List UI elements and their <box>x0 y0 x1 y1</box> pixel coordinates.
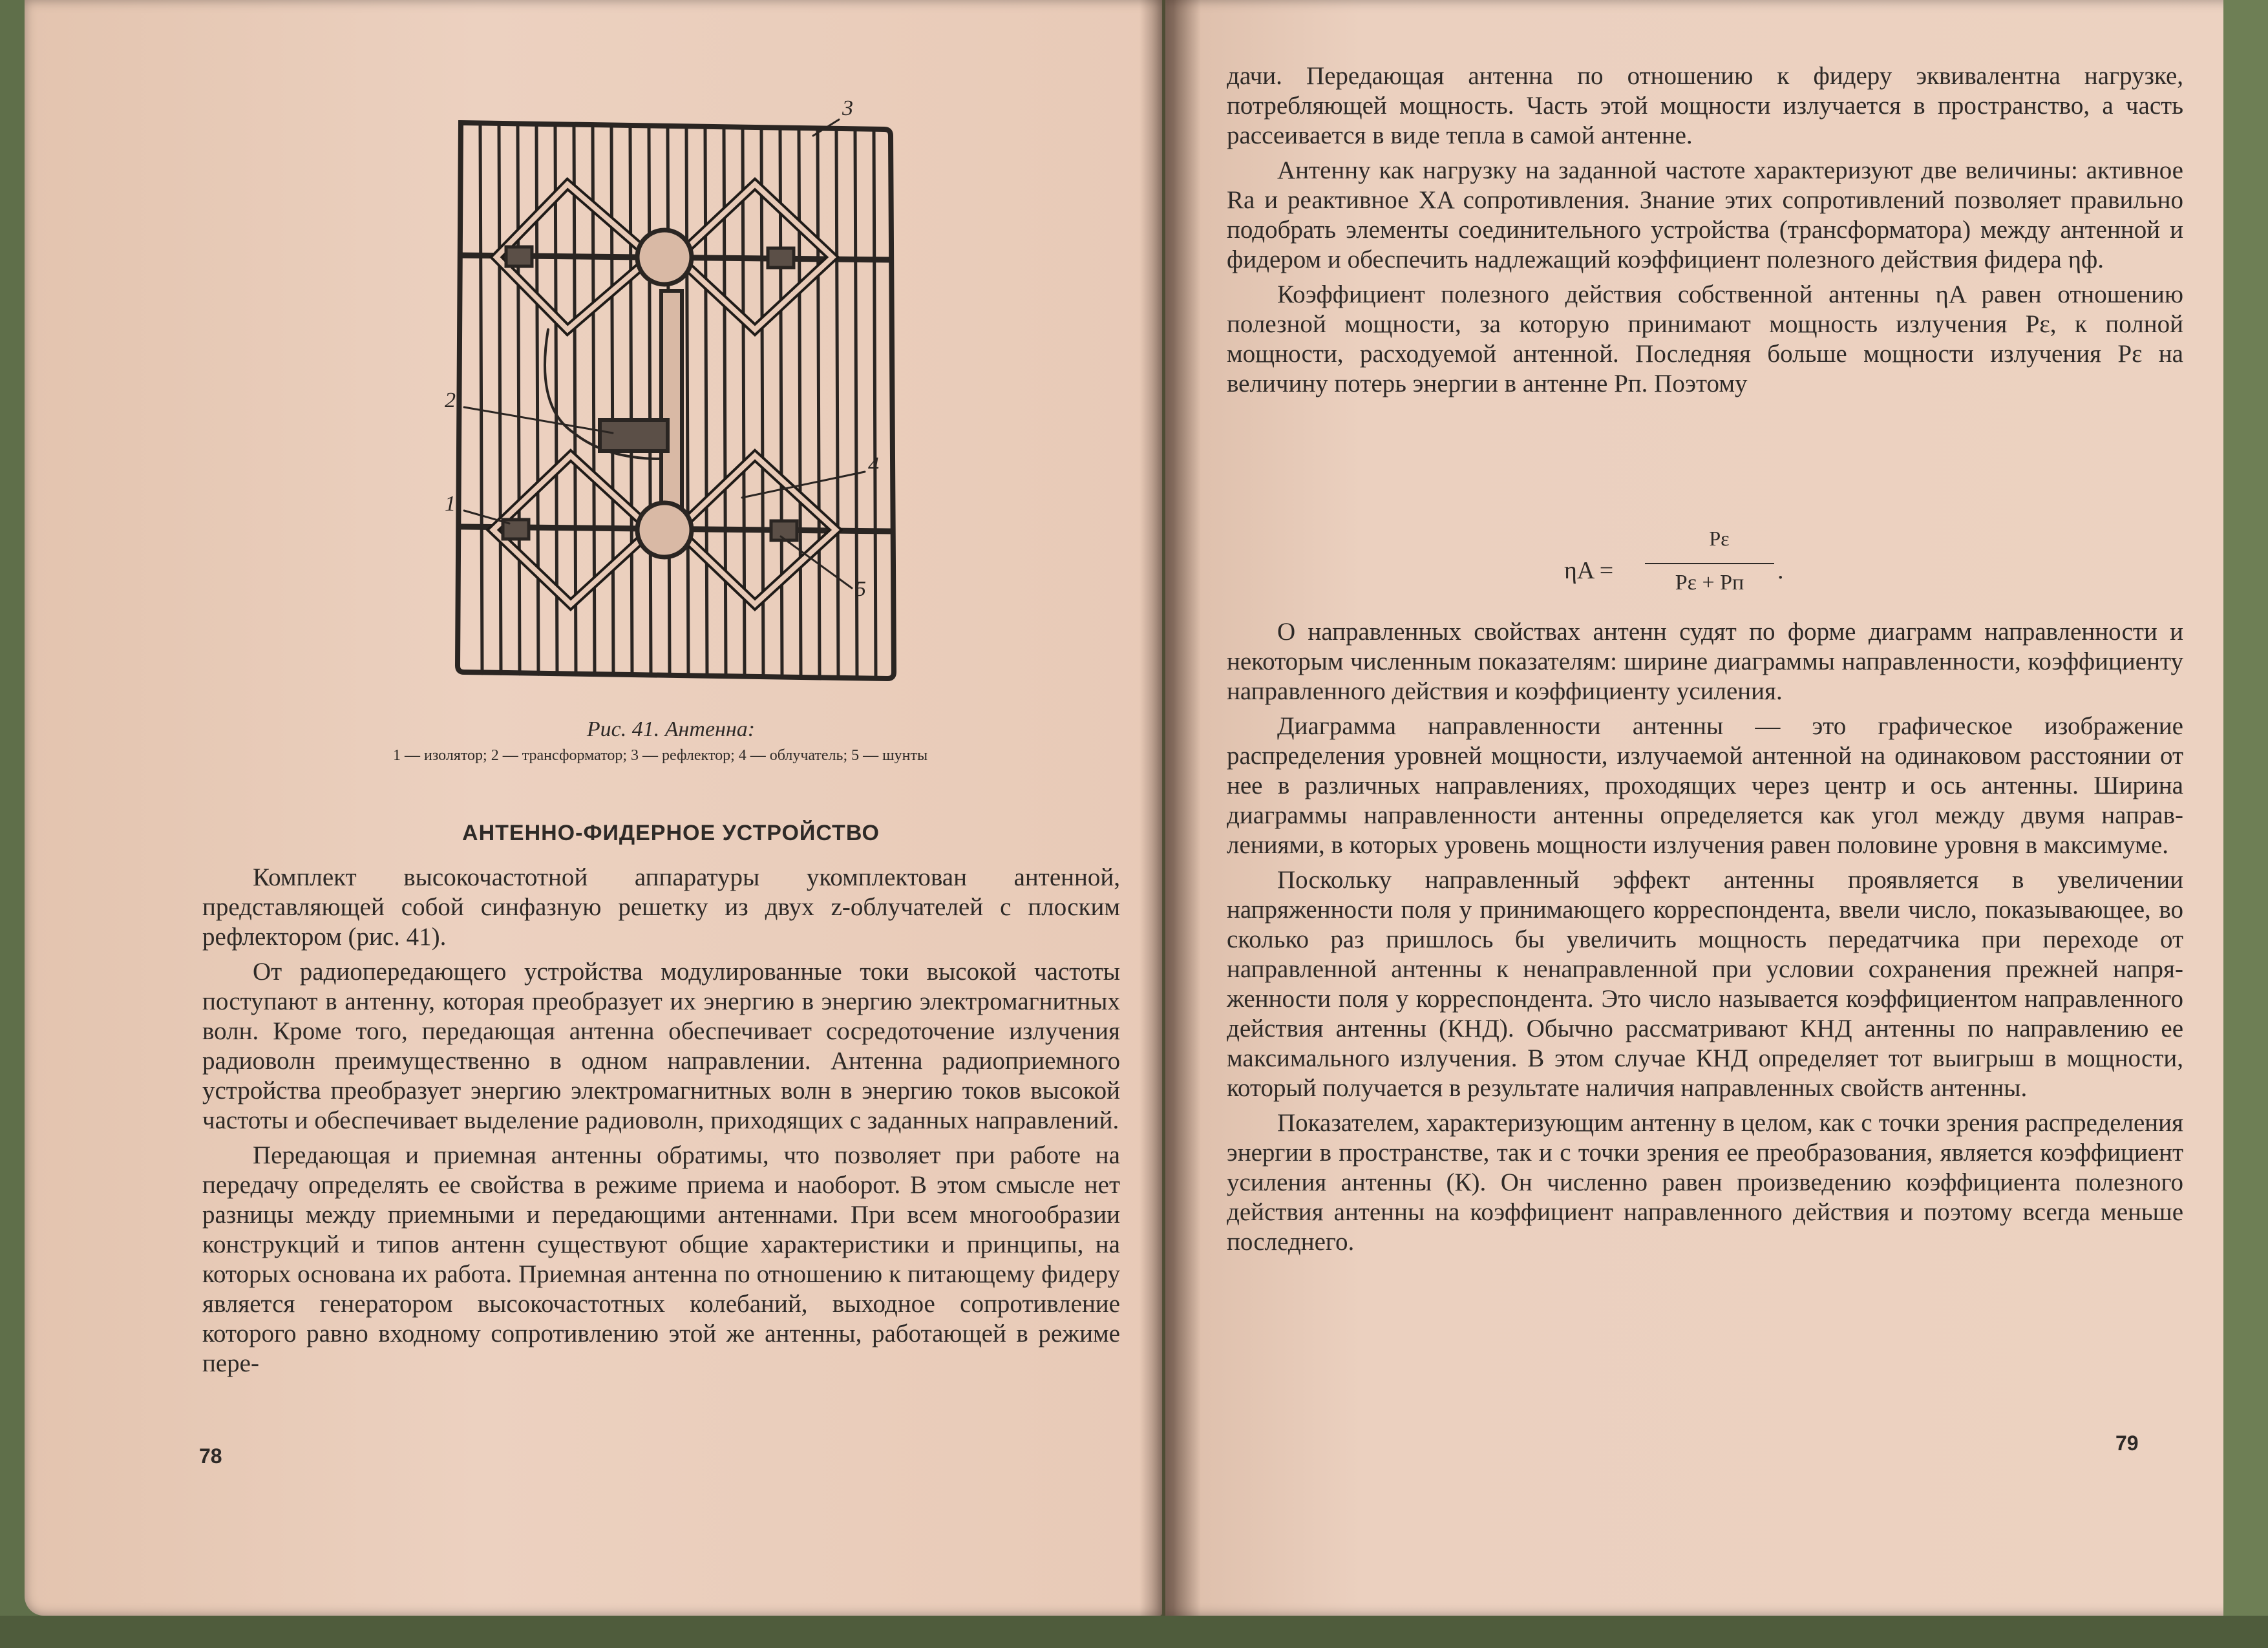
figure-caption-title: Рис. 41. Антенна: <box>586 717 756 741</box>
book-bottom-edge <box>0 1616 2268 1648</box>
left-paragraph-2: От радиопередающего устройства модулированные токи высокой частоты поступают в антенну, которая преобразует их энергию в энергию электромагнитных волн. Кроме того, передающая антенна обеспечивает сосредоточение излучения радиоволн преимущественно в одном направлении. Антенна радиоприемного устройства преобразует энергию электромагнитных волн в энергию токов высокой частоты и обеспечивает выделение радиоволн, приходящих с заданных направлений. <box>202 958 1120 1134</box>
antenna-figure <box>438 97 975 692</box>
reflector-bar <box>705 129 707 677</box>
reflector-bar <box>630 128 632 675</box>
reflector-bar <box>518 127 520 674</box>
left-page <box>25 0 1162 1616</box>
reflector-bar <box>874 131 876 679</box>
callout-5: 5 <box>855 577 866 601</box>
right-paragraph-2: Антенну как нагрузку на заданной частоте характеризуют две величины: активное Rа и реактивное XA сопротивления. Знание этих сопротивлений позволяет правильно подобрать элементы соединительного устройства (трансформатора) между антенной и фидером и обеспечить надлежащий коэффициент полезного действия фидера ηф. <box>1227 156 2183 273</box>
book-cover-edge <box>2223 0 2268 1648</box>
right-paragraph-7: Показателем, характеризующим антенну в целом, как с точки зрения распределения энергии в пространстве, так и с точки зрения ее преобразования, является коэффициент усиления антенны (К). Он численно равен произведению коэффициента полезного действия антенны на коэффициент направленного действия и поэтому всегда меньше последнего. <box>1227 1109 2183 1256</box>
reflector-bar <box>686 129 688 676</box>
reflector-bar <box>649 129 651 676</box>
right-paragraph-3: Коэффициент полезного действия собственной антенны ηA равен отношению полезной мощности, за которую принимают мощность излучения Pε, к полной мощности, расходуемой антенной. Последняя больше мощности излучения Pε на величину потерь энергии в антенне Pп. Поэтому <box>1227 280 2183 397</box>
right-page-number: 79 <box>2115 1431 2139 1455</box>
book-gutter <box>1139 0 1201 1616</box>
right-body-text-top <box>1227 61 2183 404</box>
right-paragraph-6: Поскольку направленный эффект антенны проявляется в увеличении напряженности поля у принимающего корреспондента, ввели число, показывающее, во сколько раз пришлось бы увеличить мощность передатчика при переходе от направленной антенны к ненаправленной при условии сохранения прежней напряженности поля у корреспондента. Это число называется коэффициентом направленного действия антенны (КНД). Обычно рассматривают КНД антенны по направлению ее максимального излучения. В этом случае КНД определяет тот выигрыш в мощности, который получается в результате наличия направленных свойств антенны. <box>1227 866 2183 1102</box>
right-page <box>1165 0 2251 1616</box>
right-paragraph-1: дачи. Передающая антенна по отношению к фидеру эквивалентна нагрузке, потребляющей мощность. Часть этой мощности излучается в пространство, а часть рассеивается в виде тепла в самой антенне. <box>1227 62 2183 149</box>
reflector-bar <box>574 127 576 675</box>
formula-end: . <box>1777 557 1784 584</box>
left-page-number: 78 <box>199 1444 222 1468</box>
reflector-bar <box>818 131 820 678</box>
formula-fraction-bar <box>1645 563 1774 564</box>
book-spread <box>12 0 2254 1629</box>
right-body-text-bottom <box>1227 617 2183 1262</box>
left-body-text <box>202 863 1120 1384</box>
figure-caption-legend: 1 — изолятор; 2 — трансформатор; 3 — рефлектор; 4 — облучатель; 5 — шунты <box>393 747 928 764</box>
callout-2: 2 <box>445 388 456 412</box>
formula-denominator: Pε + Pп <box>1675 571 1744 595</box>
reflector-bar <box>836 131 838 679</box>
reflector-bar <box>799 131 801 678</box>
reflector-bar <box>499 126 501 673</box>
right-paragraph-5: Диаграмма направленности антенны — это графическое изображение распределения уровней мощности, излучаемой антенной на одинаковом расстоянии от нее в различных направлениях, проходящих через центр и ось антенны. Ширина диаграммы направленности антенны определяется как угол между двумя направлениями, в которых уровень мощности излучения равен половине уровня в максимуме. <box>1227 712 2183 859</box>
reflector-bar <box>611 128 613 675</box>
section-heading: АНТЕННО-ФИДЕРНОЕ УСТРОЙСТВО <box>462 821 880 845</box>
reflector-bar <box>480 126 482 673</box>
left-paragraph-1: Комплект высокочастотной аппаратуры укомплектован антенной, представляющей собой синфазную решетку из двух z-облучателей с плоским рефлектором (рис. 41). <box>202 863 1120 951</box>
callout-3: 3 <box>842 97 853 120</box>
callout-1: 1 <box>445 492 456 516</box>
formula-numerator: Pε <box>1709 527 1730 550</box>
callout-4: 4 <box>868 453 879 477</box>
efficiency-formula <box>1564 527 1784 611</box>
right-paragraph-4: О направленных свойствах антенн судят по форме диаграмм направленности и некоторым численным показателям: ширине диаграммы направленности, коэффициенту направленного действия и коэффициенту усиления. <box>1227 618 2183 705</box>
left-paragraph-3: Передающая и приемная антенны обратимы, что позволяет при работе на передачу определять ее свойства в режиме приема и наоборот. В этом смысле нет разницы между приемными и передающими антеннами. При всем многообразии конструкций и типов антенн существуют общие характеристики и принципы, на которых основана их работа. Приемная антенна по отношению к питающему фидеру является генератором высокочастотных колебаний, выходное сопротивление которого равно входному сопротивлению этой же антенны, работающей в режиме пере- <box>202 1141 1120 1377</box>
formula-lhs: ηA = <box>1564 557 1614 584</box>
